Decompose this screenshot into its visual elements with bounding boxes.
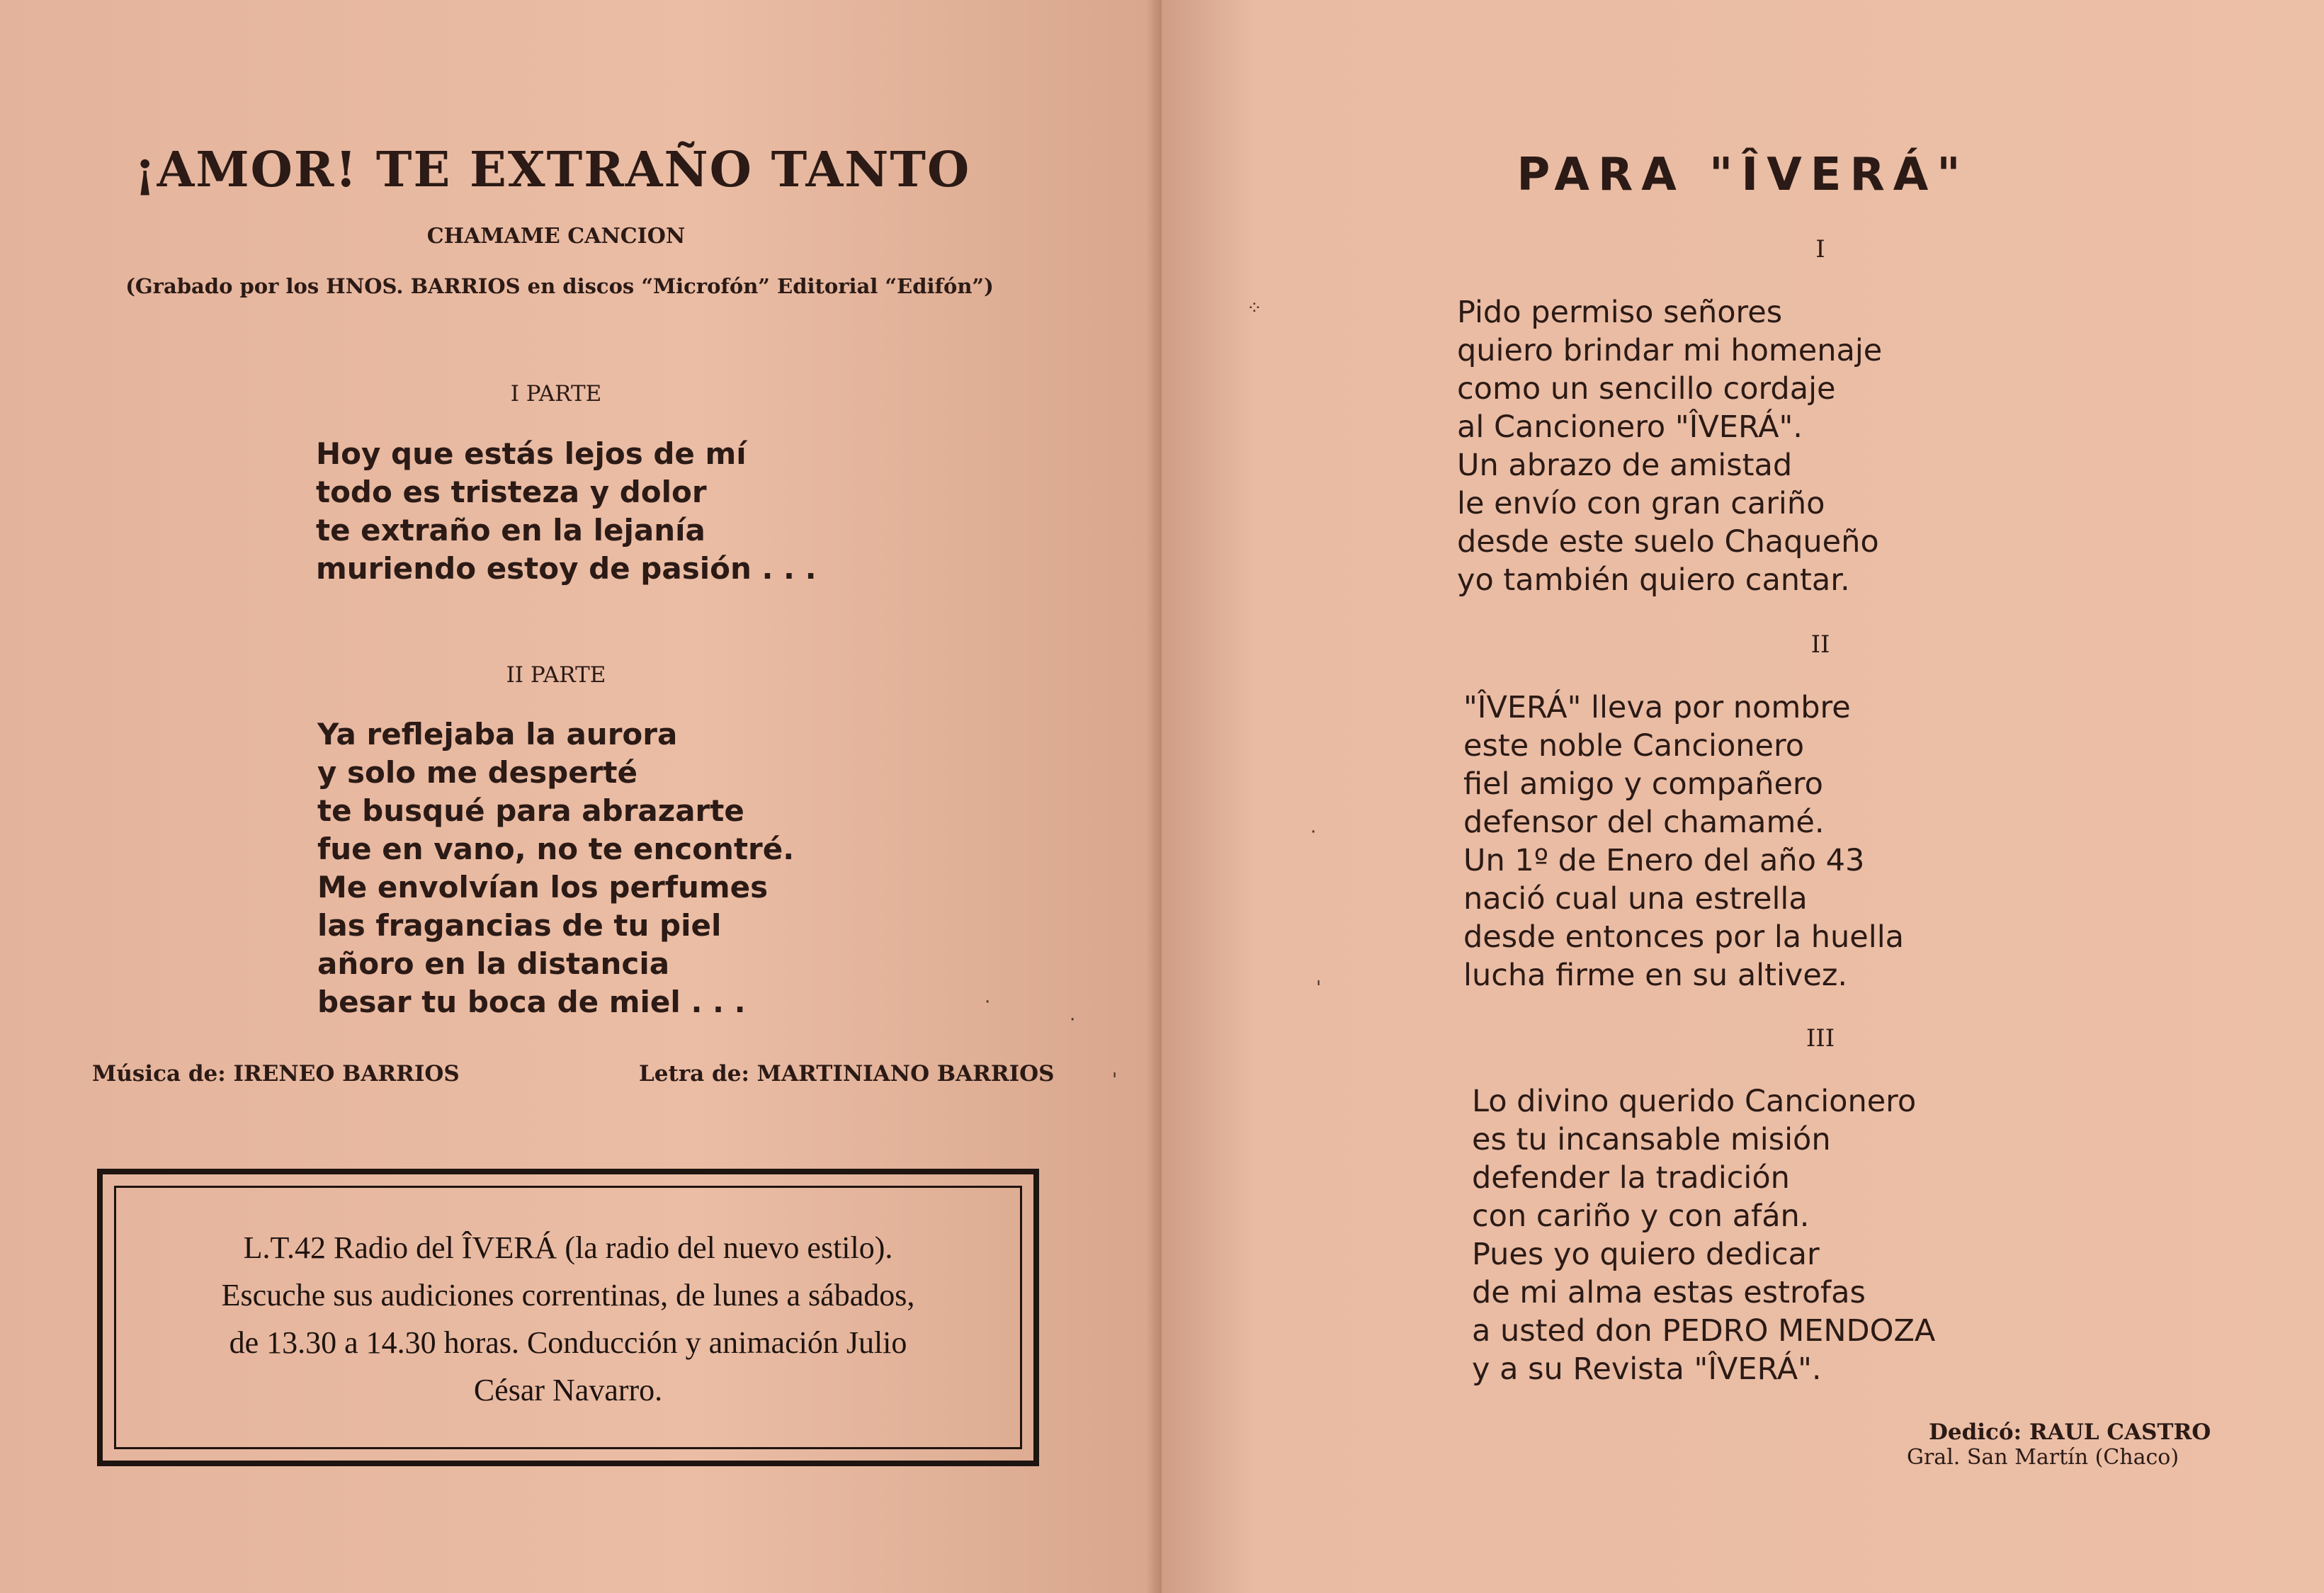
verse-line: Lo divino querido Cancionero (1472, 1084, 1917, 1119)
verse-line: como un sencillo cordaje (1457, 371, 1836, 407)
print-speck: ⁘ (1247, 297, 1262, 319)
print-speck: · (1310, 822, 1317, 843)
verse-line: todo es tristeza y dolor (316, 475, 707, 509)
radio-notice-line: de 13.30 a 14.30 horas. Conducción y animación Julio (229, 1325, 907, 1360)
verse-line: lucha firme en su altivez. (1463, 958, 1848, 993)
stanza-1 (1457, 293, 1882, 599)
verse-line: quiero brindar mi homenaje (1457, 333, 1883, 368)
verse-line: al Cancionero "ÎVERÁ". (1457, 409, 1803, 445)
print-speck: ' (1316, 977, 1322, 999)
verse-line: te busqué para abrazarte (317, 793, 744, 828)
verse-line: desde este suelo Chaqueño (1457, 524, 1879, 560)
dedication-place: Gral. San Martín (Chaco) (1907, 1445, 2180, 1470)
verse-line: Me envolvían los perfumes (317, 870, 769, 905)
verse-line: besar tu boca de miel . . . (317, 985, 746, 1019)
radio-notice-line: César Navarro. (473, 1373, 663, 1407)
verse-line: Pues yo quiero dedicar (1472, 1237, 1820, 1272)
part-2-label: II PARTE (506, 662, 606, 688)
verse-line: Un 1º de Enero del año 43 (1463, 843, 1865, 878)
verse-line: es tu incansable misión (1472, 1122, 1831, 1157)
right-page (1162, 0, 2324, 1593)
print-speck: · (1070, 1009, 1076, 1031)
verse-line: y a su Revista "ÎVERÁ". (1472, 1351, 1822, 1387)
dedication: Dedicó: RAUL CASTRO (1929, 1419, 2211, 1445)
part-1-verse (316, 435, 817, 588)
verse-line: desde entonces por la huella (1463, 919, 1904, 955)
verse-line: te extraño en la lejanía (316, 513, 705, 548)
verse-line: Pido permiso señores (1457, 295, 1783, 330)
stanza-1-label: I (1815, 235, 1825, 263)
verse-line: Un abrazo de amistad (1457, 448, 1793, 483)
verse-line: añoro en la distancia (317, 946, 670, 981)
radio-notice-line: L.T.42 Radio del ÎVERÁ (la radio del nuevo estilo). (243, 1230, 893, 1265)
music-credit: Música de: IRENEO BARRIOS (92, 1061, 460, 1087)
radio-notice-line: Escuche sus audiciones correntinas, de lunes a sábados, (221, 1278, 915, 1313)
print-speck: · (985, 992, 991, 1013)
verse-line: muriendo estoy de pasión . . . (316, 551, 817, 586)
verse-line: y solo me desperté (317, 755, 637, 790)
recording-note: (Grabado por los HNOS. BARRIOS en discos “Microfón” Editorial “Edifón”) (125, 274, 994, 298)
verse-line: Ya reflejaba la aurora (317, 717, 678, 752)
song-genre: CHAMAME CANCION (426, 224, 686, 249)
verse-line: de mi alma estas estrofas (1472, 1275, 1866, 1310)
radio-notice-box (97, 1169, 1039, 1466)
poem-title: PARA "ÎVERÁ" (1517, 149, 1969, 201)
verse-line: las fragancias de tu piel (317, 908, 722, 943)
stanza-2-label: II (1810, 630, 1830, 659)
stanza-3 (1472, 1082, 1935, 1388)
part-2-verse (317, 715, 794, 1021)
verse-line: a usted don PEDRO MENDOZA (1472, 1313, 1936, 1349)
part-1-label: I PARTE (510, 381, 602, 407)
verse-line: le envío con gran cariño (1457, 486, 1825, 521)
verse-line: "ÎVERÁ" lleva por nombre (1463, 690, 1851, 725)
verse-line: Hoy que estás lejos de mí (316, 436, 747, 471)
print-speck: ' (1112, 1070, 1118, 1091)
stanza-3-label: III (1806, 1024, 1835, 1053)
verse-line: este noble Cancionero (1463, 728, 1805, 764)
verse-line: fue en vano, no te encontré. (317, 832, 795, 866)
verse-line: defensor del chamamé. (1463, 805, 1825, 840)
verse-line: con cariño y con afán. (1472, 1198, 1810, 1234)
lyrics-credit: Letra de: MARTINIANO BARRIOS (639, 1061, 1055, 1087)
verse-line: defender la tradición (1472, 1160, 1790, 1196)
radio-notice-text (145, 1224, 991, 1414)
stanza-2 (1463, 688, 1904, 994)
verse-line: yo también quiero cantar. (1457, 562, 1850, 598)
verse-line: nació cual una estrella (1463, 881, 1808, 917)
verse-line: fiel amigo y compañero (1463, 766, 1823, 802)
song-title: ¡AMOR! TE EXTRAÑO TANTO (134, 142, 971, 198)
